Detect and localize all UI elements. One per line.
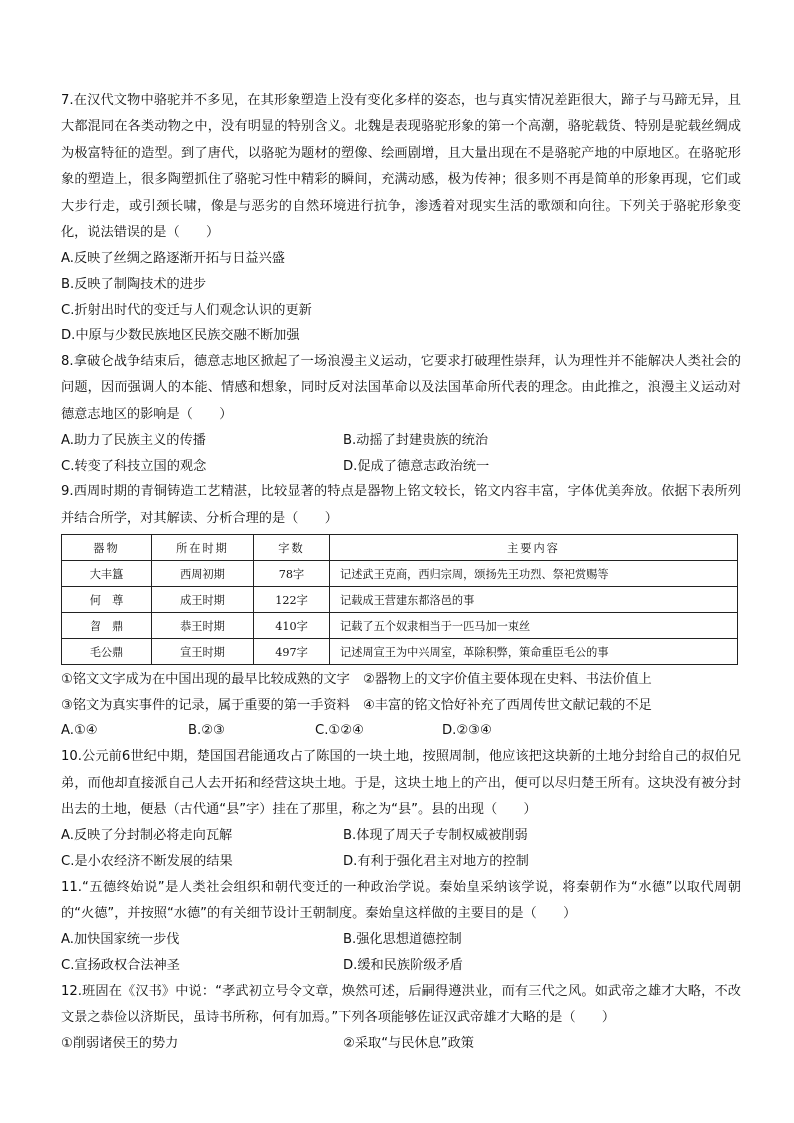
table-row (62, 587, 738, 613)
question-10-stem: 10.公元前6世纪中期，楚国国君能通攻占了陈国的一块土地，按照周制，他应该把这块新的土地分封给自己的叔伯兄弟，而他却直接派自己人去开拓和经营这块土地。于是，这块土地上的产出，便可以尽归楚王所有。这块没有被分封出去的土地，便悬（古代通“县”字）挂在了那里，称之为“县”。县的出现（ ） (61, 749, 741, 818)
question-7-stem: 7.在汉代文物中骆驼并不多见，在其形象塑造上没有变化多样的姿态，也与真实情况差距很大，蹄子与马蹄无异，且大都混同在各类动物之中，没有明显的特别含义。北魏是表现骆驼形象的第一个高潮，骆驼载货、特别是驼载丝绸成为极富特征的造型。到了唐代，以骆驼为题材的塑像、绘画剧增，且大量出现在不是骆驼产地的中原地区。在骆驼形象的塑造上，很多陶塑抓住了骆驼习性中精彩的瞬间，充满动感，极为传神；很多则不再是简单的形象再现，它们或大步行走，或引颈长啸，像是与恶劣的自然环境进行抗争，渗透着对现实生活的歌颂和向往。下列关于骆驼形象变化，说法错误的是（ ） (61, 93, 741, 241)
table-row (62, 561, 738, 587)
table-cell-wordcount: 497字 (254, 639, 330, 665)
q8-options-row-1 (61, 428, 741, 454)
q11-option-b: B.强化思想道德控制 (343, 932, 462, 948)
question-9-stem: 9.西周时期的青铜铸造工艺精湛，比较显著的特点是器物上铭文较长，铭文内容丰富，字体优美奔放。依据下表所列并结合所学，对其解读、分析合理的是（ ） (61, 484, 741, 526)
q7-option-d: D.中原与少数民族地区民族交融不断加强 (61, 328, 300, 344)
bronze-inscription-table (61, 534, 738, 665)
question-11-stem: 11.“五德终始说”是人类社会组织和朝代变迁的一种政治学说。秦始皇采纳该学说，将秦朝作为“水德”以取代周朝的“火德”，并按照“水德”的有关细节设计王朝制度。秦始皇这样做的主要目的是（ ） (61, 879, 741, 922)
q12-statement-1: ①削弱诸侯王的势力 (61, 1036, 179, 1052)
question-12-stem: 12.班固在《汉书》中说：“孝武初立号令文章，焕然可述，后嗣得遵洪业，而有三代之风。如武帝之雄才大略，不改文景之恭俭以济斯民，虽诗书所称，何有加焉。”下列各项能够佐证汉武帝雄才大略的是（ ） (61, 983, 741, 1026)
table-cell-wordcount: 410字 (254, 613, 330, 639)
q11-option-d: D.缓和民族阶级矛盾 (343, 958, 463, 974)
q10-options-row-1 (61, 823, 741, 849)
table-cell-wordcount: 122字 (254, 587, 330, 613)
q8-option-a: A.助力了民族主义的传播 (61, 433, 206, 449)
table-header-row (62, 535, 738, 561)
q7-option-c: C.折射出时代的变迁与人们观念认识的更新 (61, 302, 312, 318)
q9-option-a: A.①④ (61, 723, 98, 739)
table-row (62, 613, 738, 639)
q9-statement-line-2: ③铭文为真实事件的记录，属于重要的第一手资料 ④丰富的铭文恰好补充了西周传世文献记载的不足 (61, 697, 652, 713)
q10-option-b: B.体现了周天子专制权威被削弱 (343, 828, 528, 844)
q10-option-a: A.反映了分封制必将走向瓦解 (61, 828, 233, 844)
q10-option-c: C.是小农经济不断发展的结果 (61, 854, 233, 870)
table-cell-content: 记述周宣王为中兴周室，革除积弊，策命重臣毛公的事 (330, 639, 738, 665)
q11-option-a: A.加快国家统一步伐 (61, 932, 180, 948)
table-cell-vessel: 曶 鼎 (62, 613, 152, 639)
q8-option-b: B.动摇了封建贵族的统治 (343, 433, 489, 449)
table-cell-vessel: 何 尊 (62, 587, 152, 613)
exam-page (61, 88, 741, 1057)
q9-option-c: C.①②④ (315, 723, 364, 739)
q11-options-row-2 (61, 953, 741, 979)
table-header-content: 主要内容 (330, 535, 738, 561)
table-header-wordcount: 字数 (254, 535, 330, 561)
table-header-vessel: 器物 (62, 535, 152, 561)
q10-options-row-2 (61, 849, 741, 875)
q11-options-row-1 (61, 927, 741, 953)
table-cell-vessel: 毛公鼎 (62, 639, 152, 665)
q12-statements-row (61, 1031, 741, 1057)
table-cell-content: 记载成王营建东都洛邑的事 (330, 587, 738, 613)
table-cell-period: 宣王时期 (152, 639, 254, 665)
q8-options-row-2 (61, 454, 741, 480)
table-cell-period: 西周初期 (152, 561, 254, 587)
q8-option-c: C.转变了科技立国的观念 (61, 458, 207, 474)
table-cell-period: 成王时期 (152, 587, 254, 613)
table-header-period: 所在时期 (152, 535, 254, 561)
q9-statement-line-1: ①铭文文字成为在中国出现的最早比较成熟的文字 ②器物上的文字价值主要体现在史料、书法价值上 (61, 672, 652, 688)
q7-option-b: B.反映了制陶技术的进步 (61, 277, 207, 293)
q9-option-b: B.②③ (188, 723, 225, 739)
q9-option-d: D.②③④ (442, 723, 492, 739)
table-cell-content: 记述武王克商，西归宗周，颂扬先王功烈、祭祀赏赐等 (330, 561, 738, 587)
table-cell-period: 恭王时期 (152, 613, 254, 639)
q11-option-c: C.宣扬政权合法神圣 (61, 958, 180, 974)
table-row (62, 639, 738, 665)
table-cell-wordcount: 78字 (254, 561, 330, 587)
q12-statement-2: ②采取“与民休息”政策 (343, 1036, 474, 1052)
table-cell-content: 记载了五个奴隶相当于一匹马加一束丝 (330, 613, 738, 639)
question-8-stem: 8.拿破仑战争结束后，德意志地区掀起了一场浪漫主义运动，它要求打破理性崇拜，认为理性并不能解决人类社会的问题，因而强调人的本能、情感和想象，同时反对法国革命以及法国革命所代表的理念。由此推之，浪漫主义运动对德意志地区的影响是（ ） (61, 353, 741, 422)
q7-option-a: A.反映了丝绸之路逐渐开拓与日益兴盛 (61, 251, 285, 267)
table-cell-vessel: 大丰簋 (62, 561, 152, 587)
q9-options-row (61, 718, 741, 744)
q10-option-d: D.有利于强化君主对地方的控制 (343, 854, 529, 870)
q8-option-d: D.促成了德意志政治统一 (343, 458, 490, 474)
